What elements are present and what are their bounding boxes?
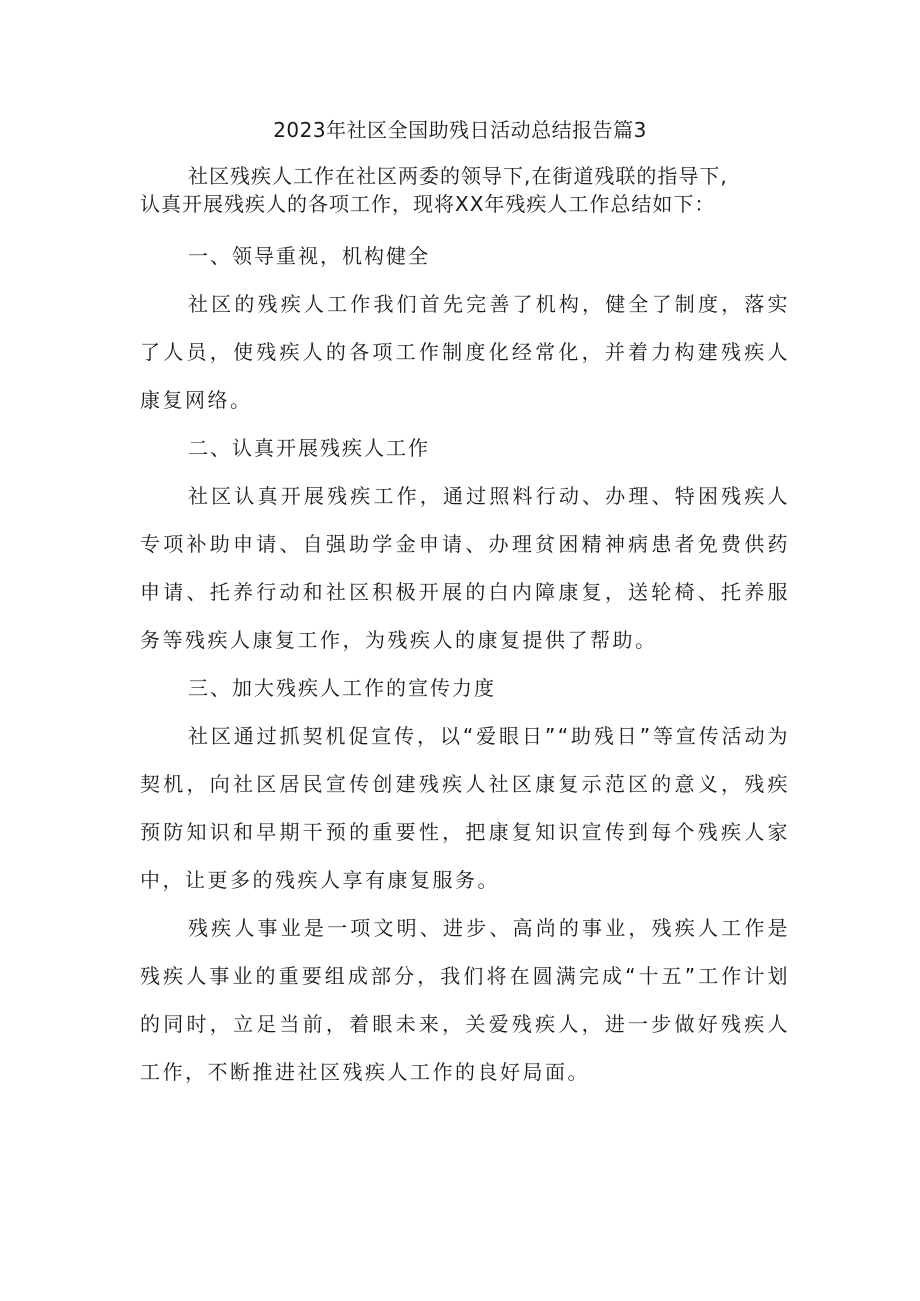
conclusion-paragraph: 残疾人事业是一项文明、进步、高尚的事业，残疾人工作是残疾人事业的重要组成部分，我们将在圆满完成“十五”工作计划的同时，立足当前，着眼未来，关爱残疾人，进一步做好残疾人工作，不断推进社区残疾人工作的良好局面。 (140, 916, 790, 1084)
intro-paragraph (140, 162, 800, 218)
intro-line-2: 认真开展残疾人的各项工作，现将XX年残疾人工作总结如下： (140, 192, 716, 216)
document-title: 2023年社区全国助残日活动总结报告篇3 (273, 118, 647, 142)
document-body (140, 232, 790, 1096)
section-3-heading: 三、加大残疾人工作的宣传力度 (188, 676, 496, 700)
section-3-paragraph: 社区通过抓契机促宣传，以“爱眼日”“助残日”等宣传活动为契机，向社区居民宣传创建残疾人社区康复示范区的意义，残疾预防知识和早期干预的重要性，把康复知识宣传到每个残疾人家中，让更多的残疾人享有康复服务。 (140, 724, 790, 892)
section-2-heading: 二、认真开展残疾人工作 (188, 436, 430, 460)
section-2-paragraph: 社区认真开展残疾工作，通过照料行动、办理、特困残疾人专项补助申请、自强助学金申请、办理贫困精神病患者免费供药申请、托养行动和社区积极开展的白内障康复，送轮椅、托养服务等残疾人康复工作，为残疾人的康复提供了帮助。 (140, 484, 790, 652)
section-1-paragraph: 社区的残疾人工作我们首先完善了机构，健全了制度，落实了人员，使残疾人的各项工作制度化经常化，并着力构建残疾人康复网络。 (140, 292, 790, 412)
intro-line-1: 社区残疾人工作在社区两委的领导下,在街道残联的指导下, (188, 164, 728, 188)
section-1-heading: 一、领导重视，机构健全 (188, 244, 430, 268)
